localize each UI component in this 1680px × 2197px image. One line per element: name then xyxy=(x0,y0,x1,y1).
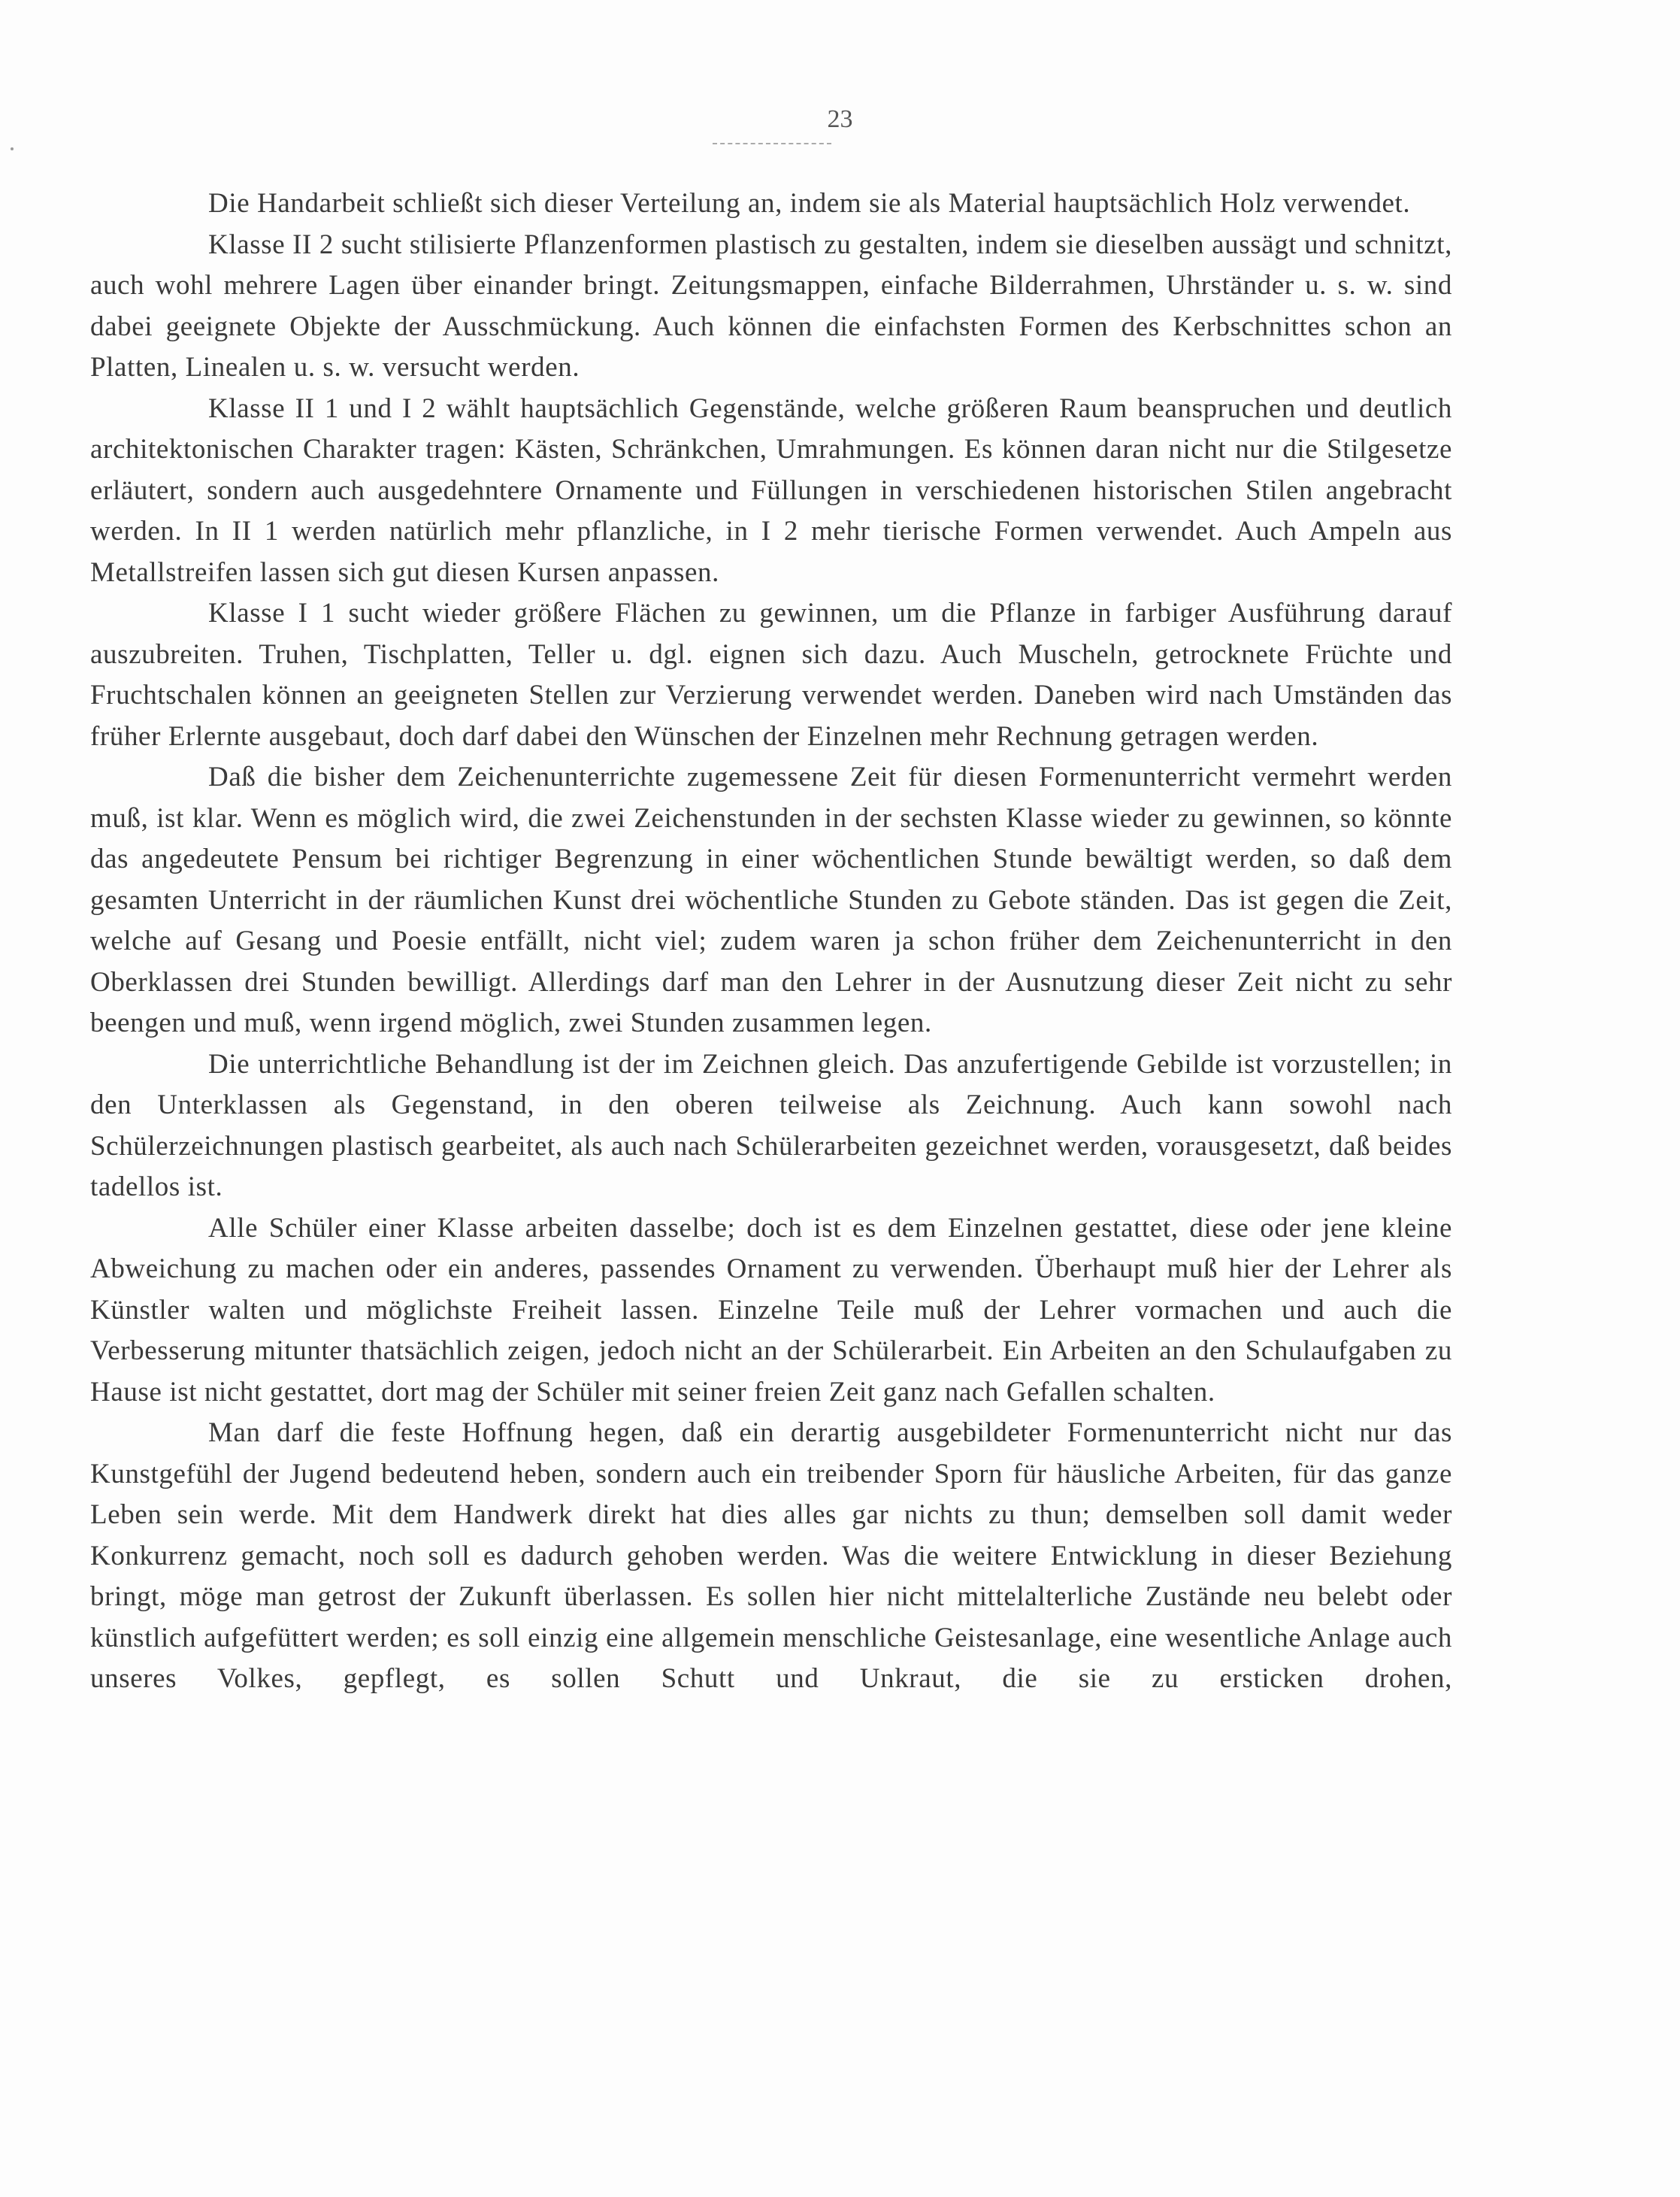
paragraph: Klasse II 2 sucht stilisierte Pflanzenformen plastisch zu gestalten, indem sie dieselben aussägt und schnitzt, auch wohl mehrere Lagen über einander bringt. Zeitungsmappen, einfache Bilderrahmen, Uhrständer u. s. w. sind dabei geeignete Objekte der Ausschmückung. Auch können die einfachsten Formen des Kerbschnittes schon an Platten, Linealen u. s. w. versucht werden. xyxy=(90,229,1452,383)
body-text xyxy=(90,183,1452,1700)
paragraph: Die Handarbeit schließt sich dieser Verteilung an, indem sie als Material hauptsächlich Holz verwendet. xyxy=(208,188,1411,219)
page-number: 23 xyxy=(827,105,853,133)
page-number-underline xyxy=(713,143,831,144)
paragraph: Man darf die feste Hoffnung hegen, daß ein derartig ausgebildeter Formenunterricht nicht nur das Kunstgefühl der Jugend bedeutend heben, sondern auch ein treibender Sporn für häusliche Arbeiten, für das ganze Leben sein werde. Mit dem Handwerk direkt hat dies alles gar nichts zu thun; demselben soll damit weder Konkurrenz gemacht, noch soll es dadurch gehoben werden. Was die weitere Entwicklung in dieser Beziehung bringt, möge man getrost der Zukunft überlassen. Es sollen hier nicht mittelalterliche Zustände neu belebt oder künstlich aufgefüttert werden; es soll einzig eine allgemein menschliche Geistesanlage, eine wesentliche Anlage auch unseres Volkes, gepflegt, es sollen Schutt und Unkraut, die sie zu ersticken drohen, xyxy=(90,1417,1452,1694)
paragraph: Klasse I 1 sucht wieder größere Flächen zu gewinnen, um die Pflanze in farbiger Ausführung darauf auszubreiten. Truhen, Tischplatten, Teller u. dgl. eignen sich dazu. Auch Muscheln, getrocknete Früchte und Fruchtschalen können an geeigneten Stellen zur Verzierung verwendet werden. Daneben wird nach Umständen das früher Erlernte ausgebaut, doch darf dabei den Wünschen der Einzelnen mehr Rechnung getragen werden. xyxy=(90,598,1452,752)
paragraph: Die unterrichtliche Behandlung ist der im Zeichnen gleich. Das anzufertigende Gebilde ist vorzustellen; in den Unterklassen als Gegenstand, in den oberen teilweise als Zeichnung. Auch kann sowohl nach Schülerzeichnungen plastisch gearbeitet, als auch nach Schülerarbeiten gezeichnet werden, vorausgesetzt, daß beides tadellos ist. xyxy=(90,1048,1452,1202)
paragraph: Klasse II 1 und I 2 wählt hauptsächlich Gegenstände, welche größeren Raum beanspruchen und deutlich architektonischen Charakter tragen: Kästen, Schränkchen, Umrahmungen. Es können daran nicht nur die Stilgesetze erläutert, sondern auch ausgedehntere Ornamente und Füllungen in verschiedenen historischen Stilen angebracht werden. In II 1 werden natürlich mehr pflanzliche, in I 2 mehr tierische Formen verwendet. Auch Ampeln aus Metallstreifen lassen sich gut diesen Kursen anpassen. xyxy=(90,392,1452,588)
paragraph: Alle Schüler einer Klasse arbeiten dasselbe; doch ist es dem Einzelnen gestattet, diese oder jene kleine Abweichung zu machen oder ein anderes, passendes Ornament zu verwenden. Überhaupt muß hier der Lehrer als Künstler walten und möglichste Freiheit lassen. Einzelne Teile muß der Lehrer vormachen und auch die Verbesserung mitunter thatsächlich zeigen, jedoch nicht an der Schülerarbeit. Ein Arbeiten an den Schulaufgaben zu Hause ist nicht gestattet, dort mag der Schüler mit seiner freien Zeit ganz nach Gefallen schalten. xyxy=(90,1212,1452,1408)
paragraph: Daß die bisher dem Zeichenunterrichte zugemessene Zeit für diesen Formenunterricht vermehrt werden muß, ist klar. Wenn es möglich wird, die zwei Zeichenstunden in der sechsten Klasse wieder zu gewinnen, so könnte das angedeutete Pensum bei richtiger Begrenzung in einer wöchentlichen Stunde bewältigt werden, so daß dem gesamten Unterricht in der räumlichen Kunst drei wöchentliche Stunden zu Gebote ständen. Das ist gegen die Zeit, welche auf Gesang und Poesie entfällt, nicht viel; zudem waren ja schon früher dem Zeichenunterricht in den Oberklassen drei Stunden bewilligt. Allerdings darf man den Lehrer in der Ausnutzung dieser Zeit nicht zu sehr beengen und muß, wenn irgend möglich, zwei Stunden zusammen legen. xyxy=(90,762,1452,1038)
margin-speck xyxy=(11,147,14,150)
